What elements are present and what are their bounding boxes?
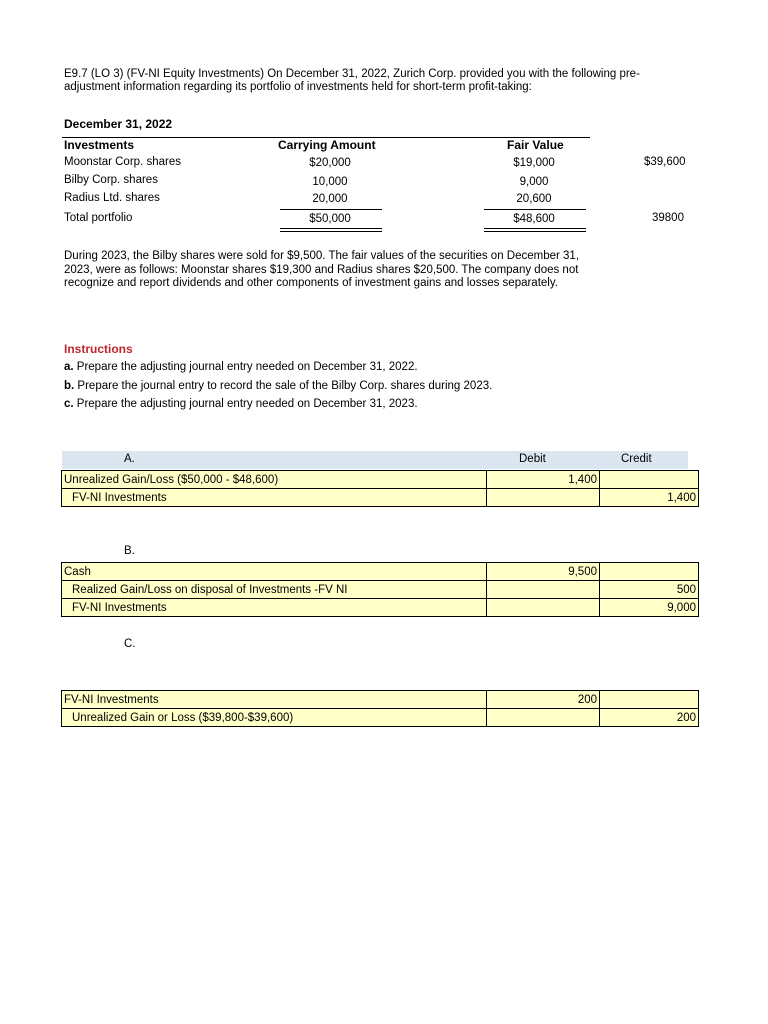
portfolio-date-heading: December 31, 2022: [64, 117, 173, 131]
instruction-item: [64, 361, 418, 373]
credit-cell[interactable]: 1,400: [600, 489, 699, 507]
fair-total-double-rule: [484, 228, 586, 232]
problem-statement: E9.7 (LO 3) (FV-NI Equity Investments) On December 31, 2022, Zurich Corp. provided you with the following pre-adjustment information regarding its portfolio of investments held for short-term profit-taking:: [64, 68, 640, 93]
side-note-2023-total: 39800: [652, 212, 684, 224]
sale-paragraph: During 2023, the Bilby shares were sold for $9,500. The fair values of the securities on December 31, 2023, were as follows: Moonstar shares $19,300 and Radius shares $20,500. The company does not recognize and report dividends and other components of investment gains and losses separately.: [64, 250, 580, 289]
debit-cell[interactable]: 9,500: [487, 563, 600, 581]
instruction-text: Prepare the journal entry to record the sale of the Bilby Corp. shares during 2023.: [74, 380, 493, 392]
portfolio-row-carrying: 20,000: [312, 193, 348, 205]
instructions-title: Instructions: [64, 342, 133, 356]
journal-entry-a: [61, 470, 699, 507]
portfolio-row-name: Radius Ltd. shares: [64, 192, 160, 204]
account-cell[interactable]: Unrealized Gain/Loss ($50,000 - $48,600): [62, 471, 487, 489]
fair-subtotal-rule: [484, 209, 586, 210]
portfolio-total-name: Total portfolio: [64, 212, 133, 224]
table-row: [62, 563, 699, 581]
instruction-letter: c.: [64, 398, 74, 410]
debit-cell[interactable]: [487, 599, 600, 617]
credit-cell[interactable]: [600, 471, 699, 489]
carrying-total-double-rule: [280, 228, 382, 232]
portfolio-row-carrying: $20,000: [309, 157, 351, 169]
journal-entry-c: [61, 690, 699, 727]
debit-cell[interactable]: [487, 489, 600, 507]
carrying-amount-header: Carrying Amount: [278, 138, 376, 152]
section-a-label: A.: [124, 453, 135, 465]
table-row: [62, 691, 699, 709]
table-row: [62, 599, 699, 617]
instruction-item: [64, 380, 492, 392]
credit-cell[interactable]: 9,000: [600, 599, 699, 617]
credit-cell[interactable]: 500: [600, 581, 699, 599]
credit-cell[interactable]: [600, 563, 699, 581]
account-cell[interactable]: FV-NI Investments: [62, 691, 487, 709]
table-row: [62, 709, 699, 727]
account-cell[interactable]: FV-NI Investments: [62, 489, 487, 507]
portfolio-total-carrying: $50,000: [309, 213, 351, 225]
debit-cell[interactable]: 200: [487, 691, 600, 709]
account-cell[interactable]: Realized Gain/Loss on disposal of Investments -FV NI: [62, 581, 487, 599]
fair-value-header: Fair Value: [507, 138, 564, 152]
portfolio-row-fair: $19,000: [513, 157, 555, 169]
portfolio-row-name: Bilby Corp. shares: [64, 174, 158, 186]
journal-header-band: [62, 451, 688, 469]
instruction-item: [64, 398, 418, 410]
debit-cell[interactable]: [487, 709, 600, 727]
journal-entry-b: [61, 562, 699, 617]
section-b-label: B.: [124, 545, 135, 557]
credit-cell[interactable]: [600, 691, 699, 709]
table-row: [62, 489, 699, 507]
section-c-label: C.: [124, 638, 136, 650]
debit-header: Debit: [519, 453, 546, 465]
portfolio-total-fair: $48,600: [513, 213, 555, 225]
investments-header: Investments: [64, 138, 135, 152]
debit-cell[interactable]: 1,400: [487, 471, 600, 489]
portfolio-row-carrying: 10,000: [312, 176, 348, 188]
table-row: [62, 471, 699, 489]
instruction-text: Prepare the adjusting journal entry needed on December 31, 2022.: [73, 361, 418, 373]
table-row: [62, 581, 699, 599]
portfolio-row-name: Moonstar Corp. shares: [64, 156, 181, 168]
portfolio-row-fair: 9,000: [519, 176, 549, 188]
portfolio-row-fair: 20,600: [516, 193, 552, 205]
debit-cell[interactable]: [487, 581, 600, 599]
account-cell[interactable]: FV-NI Investments: [62, 599, 487, 617]
account-cell[interactable]: Cash: [62, 563, 487, 581]
credit-header: Credit: [621, 453, 652, 465]
instruction-letter: a.: [64, 361, 74, 373]
account-cell[interactable]: Unrealized Gain or Loss ($39,800-$39,600): [62, 709, 487, 727]
instruction-letter: b.: [64, 380, 75, 392]
instruction-text: Prepare the adjusting journal entry needed on December 31, 2023.: [73, 398, 418, 410]
carrying-subtotal-rule: [280, 209, 382, 210]
side-note-fair-total: $39,600: [644, 156, 686, 168]
credit-cell[interactable]: 200: [600, 709, 699, 727]
